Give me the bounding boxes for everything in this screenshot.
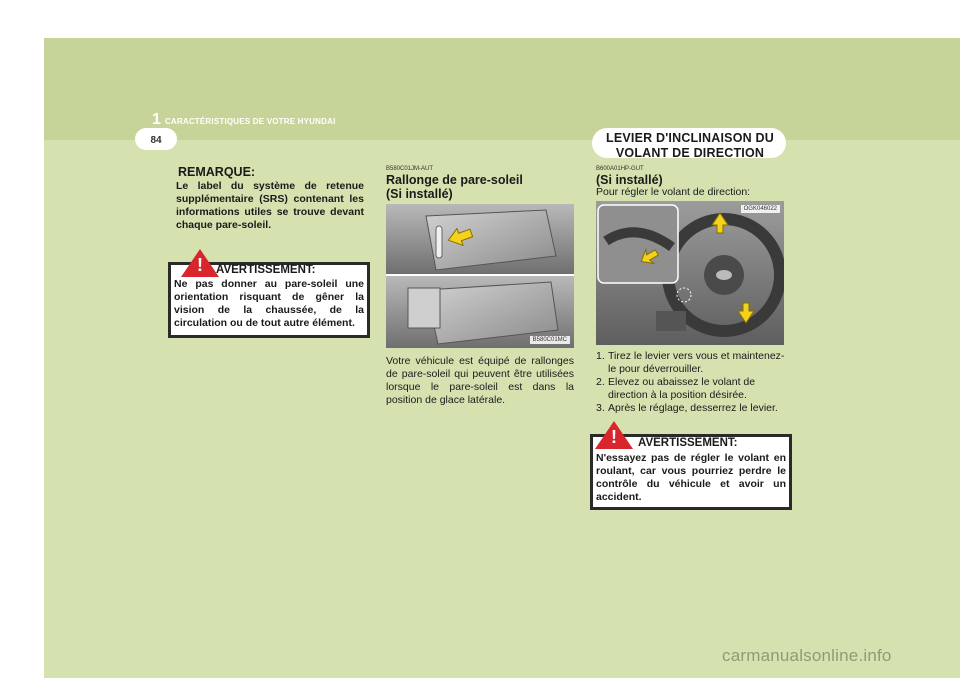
image-label: B580C01MC xyxy=(530,336,570,344)
chapter-header xyxy=(152,111,336,129)
chapter-title: CARACTÉRISTIQUES DE VOTRE HYUNDAI xyxy=(164,117,336,126)
sunvisor-illustration xyxy=(386,204,574,348)
step-text: Après le réglage, desserrez le levier. xyxy=(608,402,778,414)
sunvisor-photo xyxy=(386,204,574,348)
step-text: Elevez ou abaissez le volant de direction à la position désirée. xyxy=(608,376,756,401)
sunvisor-description: Votre véhicule est équipé de rallonges de pare-soleil qui peuvent être utilisées lorsque le pare-soleil est dans la position de glace latérale. xyxy=(386,355,574,406)
steering-illustration xyxy=(596,201,784,345)
steps-list xyxy=(596,350,786,415)
warning-title: AVERTISSEMENT: xyxy=(638,437,738,449)
section-code: B580C01JM-AUT xyxy=(386,166,434,172)
step-item xyxy=(596,402,786,415)
section-title-line-2: VOLANT DE DIRECTION xyxy=(615,146,765,160)
page-number: 84 xyxy=(135,128,177,150)
watermark: carmanualsonline.info xyxy=(722,646,892,665)
note-text: Le label du système de retenue supplémentaire (SRS) contenant les informations utiles se trouve devant chaque pare-soleil. xyxy=(176,180,364,231)
warning-text: Ne pas donner au pare-soleil une orientation risquant de gêner la vision de la chaussée, de la circulation ou de tout autre élément. xyxy=(174,278,364,329)
section-heading: (Si installé) xyxy=(596,173,663,187)
heading-line-1: Rallonge de pare-soleil xyxy=(386,173,523,187)
warning-symbol: ! xyxy=(611,427,617,447)
section-intro: Pour régler le volant de direction: xyxy=(596,186,751,198)
step-number: 3. xyxy=(596,402,605,414)
step-item xyxy=(596,376,786,402)
step-item xyxy=(596,350,786,376)
step-text: Tirez le levier vers vous et maintenez-le pour déverrouiller. xyxy=(608,350,785,375)
image-label: OGK046022 xyxy=(741,205,780,213)
warning-title: AVERTISSEMENT: xyxy=(216,264,316,276)
note-title: REMARQUE: xyxy=(178,165,256,179)
section-code: B600A01HP-GUT xyxy=(596,166,644,172)
warning-symbol: ! xyxy=(197,255,203,275)
heading-line-2: (Si installé) xyxy=(386,187,453,201)
section-heading xyxy=(386,173,523,201)
step-number: 1. xyxy=(596,350,605,362)
step-number: 2. xyxy=(596,376,605,388)
chapter-number: 1 xyxy=(152,111,161,128)
section-title-line-1: LEVIER D'INCLINAISON DU xyxy=(606,131,774,145)
steering-photo xyxy=(596,201,784,345)
section-title xyxy=(596,131,784,161)
warning-text: N'essayez pas de régler le volant en roulant, car vous pourriez perdre le contrôle du véhicule et avoir un accident. xyxy=(596,452,786,503)
